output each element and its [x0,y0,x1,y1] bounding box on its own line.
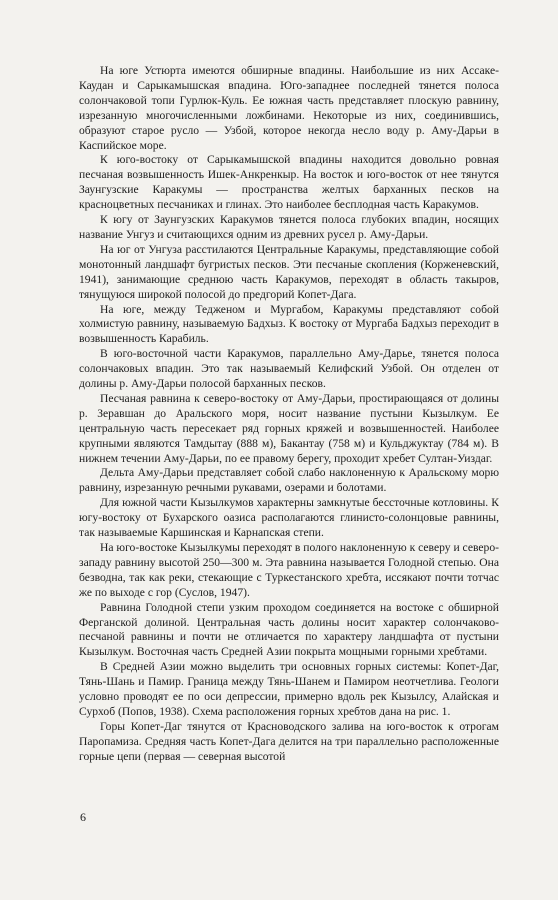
paragraph: В юго-восточной части Каракумов, параллельно Аму-Дарье, тянется полоса солончаковых впадин. Это так называемый Келифский Узбой. Он отделен от долины р. Аму-Дарьи полосой барханных песков. [79,347,499,391]
paragraph: На юго-востоке Кызылкумы переходят в полого наклоненную к северу и северо-западу равнину высотой 250—300 м. Эта равнина называется Голодной степью. Она безводна, так как реки, стекающие с Туркестанского хребта, иссякают почти тотчас же по выходе с гор (Суслов, 1947). [79,541,499,599]
paragraph: Равнина Голодной степи узким проходом соединяется на востоке с обширной Ферганской долиной. Центральная часть долины носит характер солончаково-песчаной равнины и почти не отличается по характеру ландшафта от пустыни Кызылкум. Восточная часть Средней Азии покрыта мощными горными хребтами. [79,600,499,659]
paragraph: Песчаная равнина к северо-востоку от Аму-Дарьи, простирающаяся от долины р. Зеравшан до Аральского моря, носит название пустыни Кызылкум. Ее центральную часть пересекает ряд горных кряжей и возвышенностей. Наиболее крупными являются Тамдытау (888 м), Бакантау (758 м) и Кульджуктау (784 м). В нижнем течении Аму-Дарьи, по ее правому берегу, проходит хребет Султан-Уиздаг. [79,391,499,465]
paragraph: Для южной части Кызылкумов характерны замкнутые бессточные котловины. К югу-востоку от Бухарского оазиса располагаются глинисто-солонцовые равнины, так называемые Каршинская и Карнапская степи. [79,496,499,540]
paragraph: К юго-востоку от Сарыкамышской впадины находится довольно ровная песчаная возвышенность Ишек-Анкренкыр. На восток и юго-восток от нее тянутся Заунгузские Каракумы — пространства желтых барханных песков на красноцветных песчаниках и глинах. Это наиболее бесплодная часть Каракумов. [79,153,499,212]
body-text [79,64,499,765]
paragraph: На юге, между Тедженом и Мургабом, Каракумы представляют собой холмистую равнину, называемую Бадхыз. К востоку от Мургаба Бадхыз переходит в возвышенность Карабиль. [79,302,499,346]
paragraph: Горы Копет-Даг тянутся от Красноводского залива на юго-восток к отрогам Паропамиза. Средняя часть Копет-Дага делится на три параллельно расположенные горные цепи (первая — северная высотой [79,719,499,763]
paragraph: В Средней Азии можно выделить три основных горных системы: Копет-Даг, Тянь-Шань и Памир. Граница между Тянь-Шанем и Памиром неотчетлива. Геологи условно проводят ее по оси депрессии, примерно вдоль рек Кызылсу, Алайская и Сурхоб (Попов, 1938). Схема расположения горных хребтов дана на рис. 1. [79,660,499,718]
paragraph: На юге Устюрта имеются обширные впадины. Наибольшие из них Ассаке-Каудан и Сарыкамышская впадина. Юго-западнее последней тянется полоса солончаковой топи Гурлюк-Куль. Ее южная часть представляет плоскую равнину, изрезанную многочисленными ложбинами. Некоторые из них, соединившись, образуют старое русло — Узбой, которое некогда несло воду р. Аму-Дарьи в Каспийское море. [79,64,499,152]
paragraph: К югу от Заунгузских Каракумов тянется полоса глубоких впадин, носящих название Унгуз и считающихся одним из древних русел р. Аму-Дарьи. [79,213,499,241]
paragraph: На юг от Унгуза расстилаются Центральные Каракумы, представляющие собой монотонный ландшафт бугристых песков. Эти песчаные скопления (Корженевский, 1941), занимающие среднюю часть Каракумов, переходят в область такыров, тянущуюся широкой полосой до предгорий Копет-Дага. [79,242,499,301]
paragraph: Дельта Аму-Дарьи представляет собой слабо наклоненную к Аральскому морю равнину, изрезанную речными рукавами, озерами и болотами. [79,466,499,495]
page-number: 6 [80,810,86,824]
